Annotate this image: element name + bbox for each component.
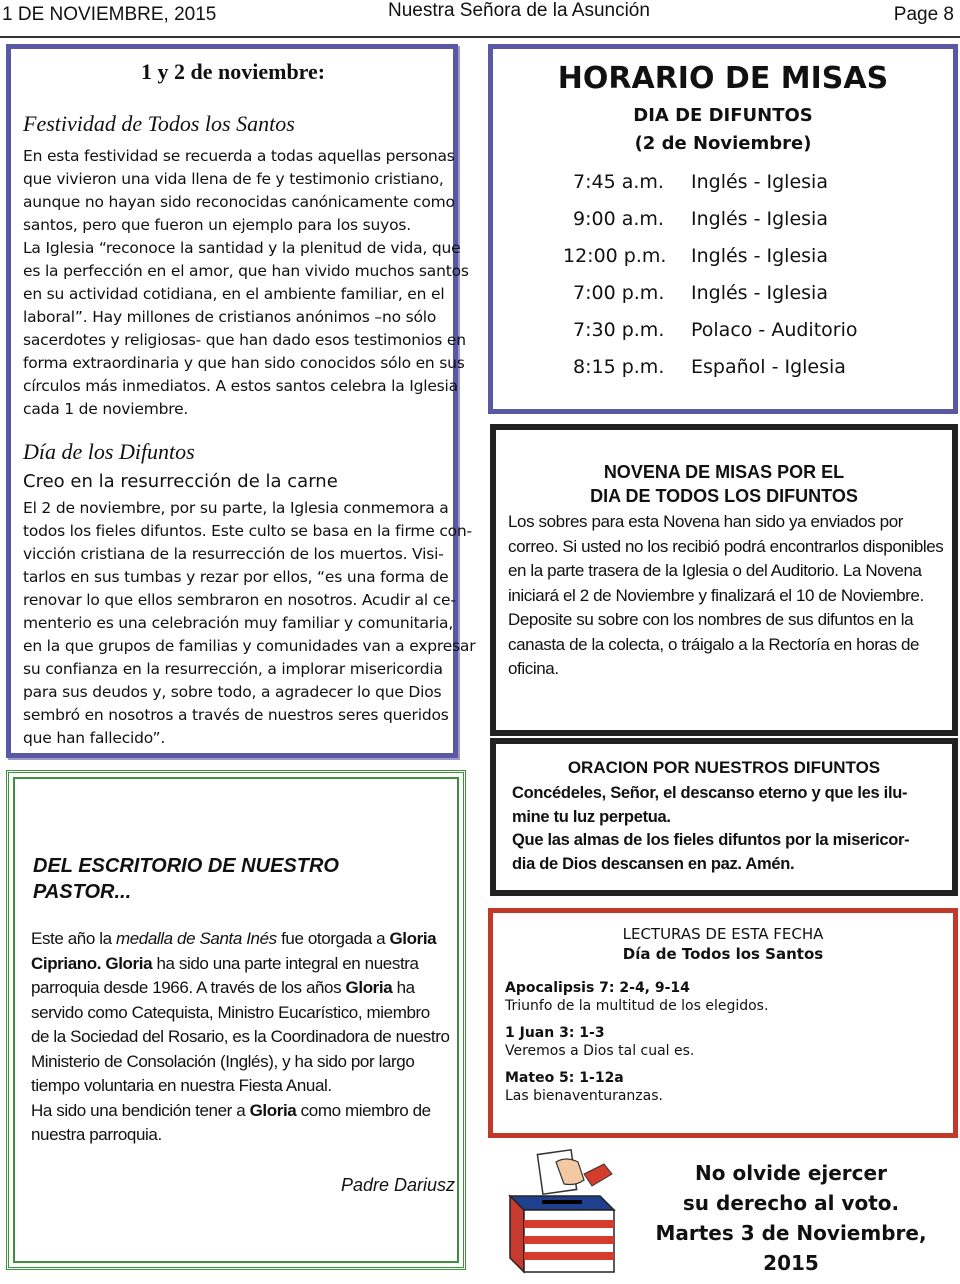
mass-row (563, 245, 943, 282)
paragraph-line: es la perfección en el amor, que han vivido muchos santos (23, 262, 469, 280)
honoree-name: Gloria (249, 1100, 297, 1120)
header-date: 1 DE NOVIEMBRE, 2015 (2, 4, 217, 25)
horario-date: (2 de Noviembre) (634, 133, 812, 154)
oracion-title: ORACION POR NUESTROS DIFUNTOS (567, 758, 881, 777)
mass-list (563, 171, 943, 393)
novena-title-line2: DIA DE TODOS LOS DIFUNTOS (590, 486, 858, 506)
honoree-name: Gloria (345, 978, 393, 997)
prayer-line: Concédeles, Señor, el descanso eterno y que les ilu- (512, 784, 908, 802)
prayer-line: dia de Dios descansen en paz. Amén. (512, 854, 795, 873)
paragraph-line: su confianza en la resurrección, a implorar misericordia (23, 660, 443, 678)
section-subtitle-difuntos: Creo en la resurrección de la carne (23, 471, 338, 492)
reading-reference: 1 Juan 3: 1-3 (505, 1025, 605, 1041)
header-parish: Nuestra Señora de la Asunción (388, 0, 650, 21)
pastor-text: como miembro de nuestra parroquia. (31, 1100, 431, 1144)
reading-item (505, 979, 945, 1015)
horario-title: HORARIO DE MISAS (557, 61, 889, 96)
paragraph-line: aunque no hayan sido reconocidas canónicamente como (23, 193, 455, 211)
pastor-box (6, 770, 466, 1270)
horario-subtitle: DIA DE DIFUNTOS (633, 105, 813, 126)
vote-reminder (628, 1158, 954, 1278)
vote-line: No olvide ejercer (695, 1161, 887, 1185)
mass-time: 7:00 p.m. (573, 282, 665, 304)
mass-row (563, 356, 943, 393)
pastor-title-line1: DEL ESCRITORIO DE NUESTRO (33, 855, 339, 877)
lecturas-box (488, 908, 958, 1138)
reading-summary: Veremos a Dios tal cual es. (505, 1043, 695, 1059)
reading-reference: Apocalipsis 7: 2-4, 9-14 (505, 980, 690, 996)
novena-title (496, 460, 952, 508)
reading-reference: Mateo 5: 1-12a (505, 1070, 624, 1086)
pastor-signature: Padre Dariusz (341, 1175, 456, 1195)
paragraph-line: que han fallecido”. (23, 729, 166, 747)
mass-time: 7:45 a.m. (573, 171, 664, 193)
mass-time: 9:00 a.m. (573, 208, 664, 230)
horario-box (488, 44, 958, 414)
vote-line: su derecho al voto. (682, 1191, 900, 1215)
pastor-text: fue otorgada a (276, 929, 390, 948)
paragraph-line: La Iglesia “reconoce la santidad y la plenitud de vida, que (23, 239, 461, 257)
saints-paragraph (23, 145, 469, 421)
oracion-text (512, 782, 942, 876)
paragraph-line: santos, pero que fueron un ejemplo para los suyos. (23, 216, 412, 234)
paragraph-line: forma extraordinaria y que han sido conocidos sólo en sus (23, 354, 465, 372)
paragraph-line: en su actividad cotidiana, en el ambiente familiar, en el (23, 285, 445, 303)
prayer-line: Que las almas de los fieles difuntos por la misericor- (512, 831, 910, 849)
header-rule (0, 36, 960, 38)
pastor-text: Este año la (31, 929, 116, 948)
reading-summary: Triunfo de la multitud de los elegidos. (505, 998, 769, 1014)
lecturas-subtitle: Día de Todos los Santos (622, 945, 824, 963)
novena-body (508, 510, 944, 682)
reading-summary: Las bienaventuranzas. (505, 1088, 663, 1104)
pastor-text: ha sido una parte integral en nuestra parroquia desde 1966. A través de los años (31, 953, 419, 997)
pastor-title-line2: PASTOR... (33, 881, 132, 903)
paragraph-line: vicción cristiana de la resurrección de los muertos. Visi- (23, 545, 444, 563)
pastor-paragraph (31, 927, 451, 1148)
saints-box (6, 44, 476, 758)
paragraph-line: menterio es una celebración muy familiar y comunitaria, (23, 614, 454, 632)
dates-title: 1 y 2 de noviembre: (141, 59, 326, 84)
paragraph-line: cada 1 de noviembre. (23, 400, 189, 418)
reading-item (505, 1069, 945, 1105)
header-page-number: Page 8 (893, 4, 954, 25)
mass-row (563, 282, 943, 319)
vote-date: Martes 3 de Noviembre, 2015 (655, 1221, 927, 1275)
paragraph-line: tarlos en sus tumbas y rezar por ellos, “es una forma de (23, 568, 449, 586)
paragraph-line: que vivieron una vida llena de fe y testimonio cristiano, (23, 170, 444, 188)
section-title-difuntos: Día de los Difuntos (23, 439, 195, 464)
paragraph-line: círculos más inmediatos. A estos santos celebra la Iglesia (23, 377, 458, 395)
honoree-name: Gloria Cipriano. (31, 929, 437, 973)
paragraph-line: sacerdotes y religiosas- que han dado esos testimonios en (23, 331, 466, 349)
reading-item (505, 1024, 945, 1060)
paragraph-line: laboral”. Hay millones de cristianos anónimos –no sólo (23, 308, 437, 326)
oracion-box (490, 738, 958, 896)
paragraph-line: En esta festividad se recuerda a todas aquellas personas (23, 147, 455, 165)
paragraph-line: en la que grupos de familias y comunidades van a expresar (23, 637, 476, 655)
novena-paragraph: Los sobres para esta Novena han sido ya enviados por correo. Si usted no los recibió podrá encontrarlos disponibles en la parte trasera de la Iglesia o del Auditorio. La Novena iniciará el 2 de Noviembre y finalizará el 10 de Noviembre. (508, 512, 944, 605)
mass-time: 8:15 p.m. (573, 356, 665, 378)
paragraph-line: todos los fieles difuntos. Este culto se basa en la firme con- (23, 522, 472, 540)
novena-box (490, 424, 958, 736)
paragraph-line: sembró en nosotros a través de nuestros seres queridos (23, 706, 449, 724)
medal-name: medalla de Santa Inés (115, 929, 277, 948)
paragraph-line: El 2 de noviembre, por su parte, la Iglesia conmemora a (23, 499, 449, 517)
lecturas-title: LECTURAS DE ESTA FECHA (622, 925, 824, 943)
difuntos-paragraph (23, 497, 476, 750)
novena-paragraph: Deposite su sobre con los nombres de sus difuntos en la canasta de la colecta, o tráigalo a la Rectoría en horas de oficina. (508, 610, 920, 678)
pastor-text: ha servido como Catequista, Ministro Eucarístico, miembro de la Sociedad del Rosario, es la Coordinadora de nuestro Ministerio de Consolación (Inglés), y ha sido por largo tiempo voluntaria en nuestra Fiesta Anual. (31, 978, 450, 1095)
paragraph-line: para sus deudos y, sobre todo, a agradecer lo que Dios (23, 683, 442, 701)
mass-place: Inglés - Iglesia (691, 208, 828, 230)
paragraph-line: renovar lo que ellos sembraron en nosotros. Acudir al ce- (23, 591, 456, 609)
mass-time: 12:00 p.m. (563, 245, 667, 267)
mass-place: Inglés - Iglesia (691, 171, 828, 193)
mass-place: Español - Iglesia (691, 356, 846, 378)
mass-place: Inglés - Iglesia (691, 245, 828, 267)
mass-place: Polaco - Auditorio (691, 319, 858, 341)
section-title-saints: Festividad de Todos los Santos (23, 111, 295, 136)
mass-row (563, 208, 943, 245)
readings-list (505, 979, 945, 1114)
mass-row (563, 171, 943, 208)
honoree-name: Gloria (105, 953, 153, 973)
pastor-title (33, 853, 339, 905)
mass-time: 7:30 p.m. (573, 319, 665, 341)
novena-title-line1: NOVENA DE MISAS POR EL (603, 462, 845, 482)
mass-place: Inglés - Iglesia (691, 282, 828, 304)
pastor-text: Ha sido una bendición tener a (31, 1100, 250, 1120)
mass-row (563, 319, 943, 356)
ballot-box-icon (496, 1144, 626, 1278)
prayer-line: mine tu luz perpetua. (512, 807, 671, 826)
